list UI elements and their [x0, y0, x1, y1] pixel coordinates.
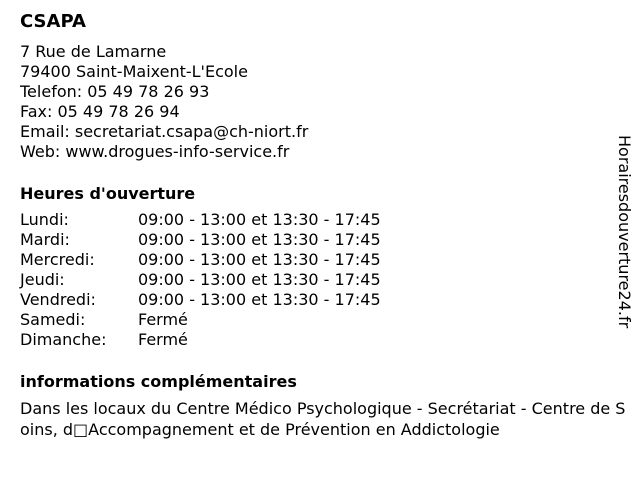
info-heading: informations complémentaires [20, 372, 297, 391]
business-info [20, 10, 626, 440]
hours-time: 09:00 - 13:00 et 13:30 - 17:45 [138, 250, 381, 269]
hours-table [20, 210, 626, 350]
phone-number: Telefon: 05 49 78 26 93 [20, 82, 210, 101]
hours-row-friday [20, 290, 626, 310]
info-text: Dans les locaux du Centre Médico Psychologique - Secrétariat - Centre de Soins, d□Accompagnement et de Prévention en Addictologie [20, 399, 626, 439]
address-city: 79400 Saint-Maixent-L'Ecole [20, 62, 248, 81]
hours-row-tuesday [20, 230, 626, 250]
hours-time: 09:00 - 13:00 et 13:30 - 17:45 [138, 290, 381, 309]
hours-time: Fermé [138, 330, 188, 349]
hours-day: Vendredi: [20, 290, 96, 309]
hours-day: Mardi: [20, 230, 70, 249]
hours-row-monday [20, 210, 626, 230]
hours-time: 09:00 - 13:00 et 13:30 - 17:45 [138, 230, 381, 249]
hours-row-saturday [20, 310, 626, 330]
email-address: Email: secretariat.csapa@ch-niort.fr [20, 122, 309, 141]
website-address: Web: www.drogues-info-service.fr [20, 142, 290, 161]
hours-row-wednesday [20, 250, 626, 270]
hours-day: Jeudi: [20, 270, 65, 289]
hours-day: Mercredi: [20, 250, 95, 269]
site-watermark: Horairesdouverture24.fr [615, 135, 634, 329]
address-street: 7 Rue de Lamarne [20, 42, 167, 61]
hours-time: 09:00 - 13:00 et 13:30 - 17:45 [138, 210, 381, 229]
hours-day: Lundi: [20, 210, 69, 229]
business-title: CSAPA [20, 11, 86, 32]
hours-time: Fermé [138, 310, 188, 329]
hours-row-thursday [20, 270, 626, 290]
hours-row-sunday [20, 330, 626, 350]
hours-day: Samedi: [20, 310, 86, 329]
fax-number: Fax: 05 49 78 26 94 [20, 102, 180, 121]
hours-time: 09:00 - 13:00 et 13:30 - 17:45 [138, 270, 381, 289]
hours-heading: Heures d'ouverture [20, 184, 196, 203]
hours-day: Dimanche: [20, 330, 107, 349]
